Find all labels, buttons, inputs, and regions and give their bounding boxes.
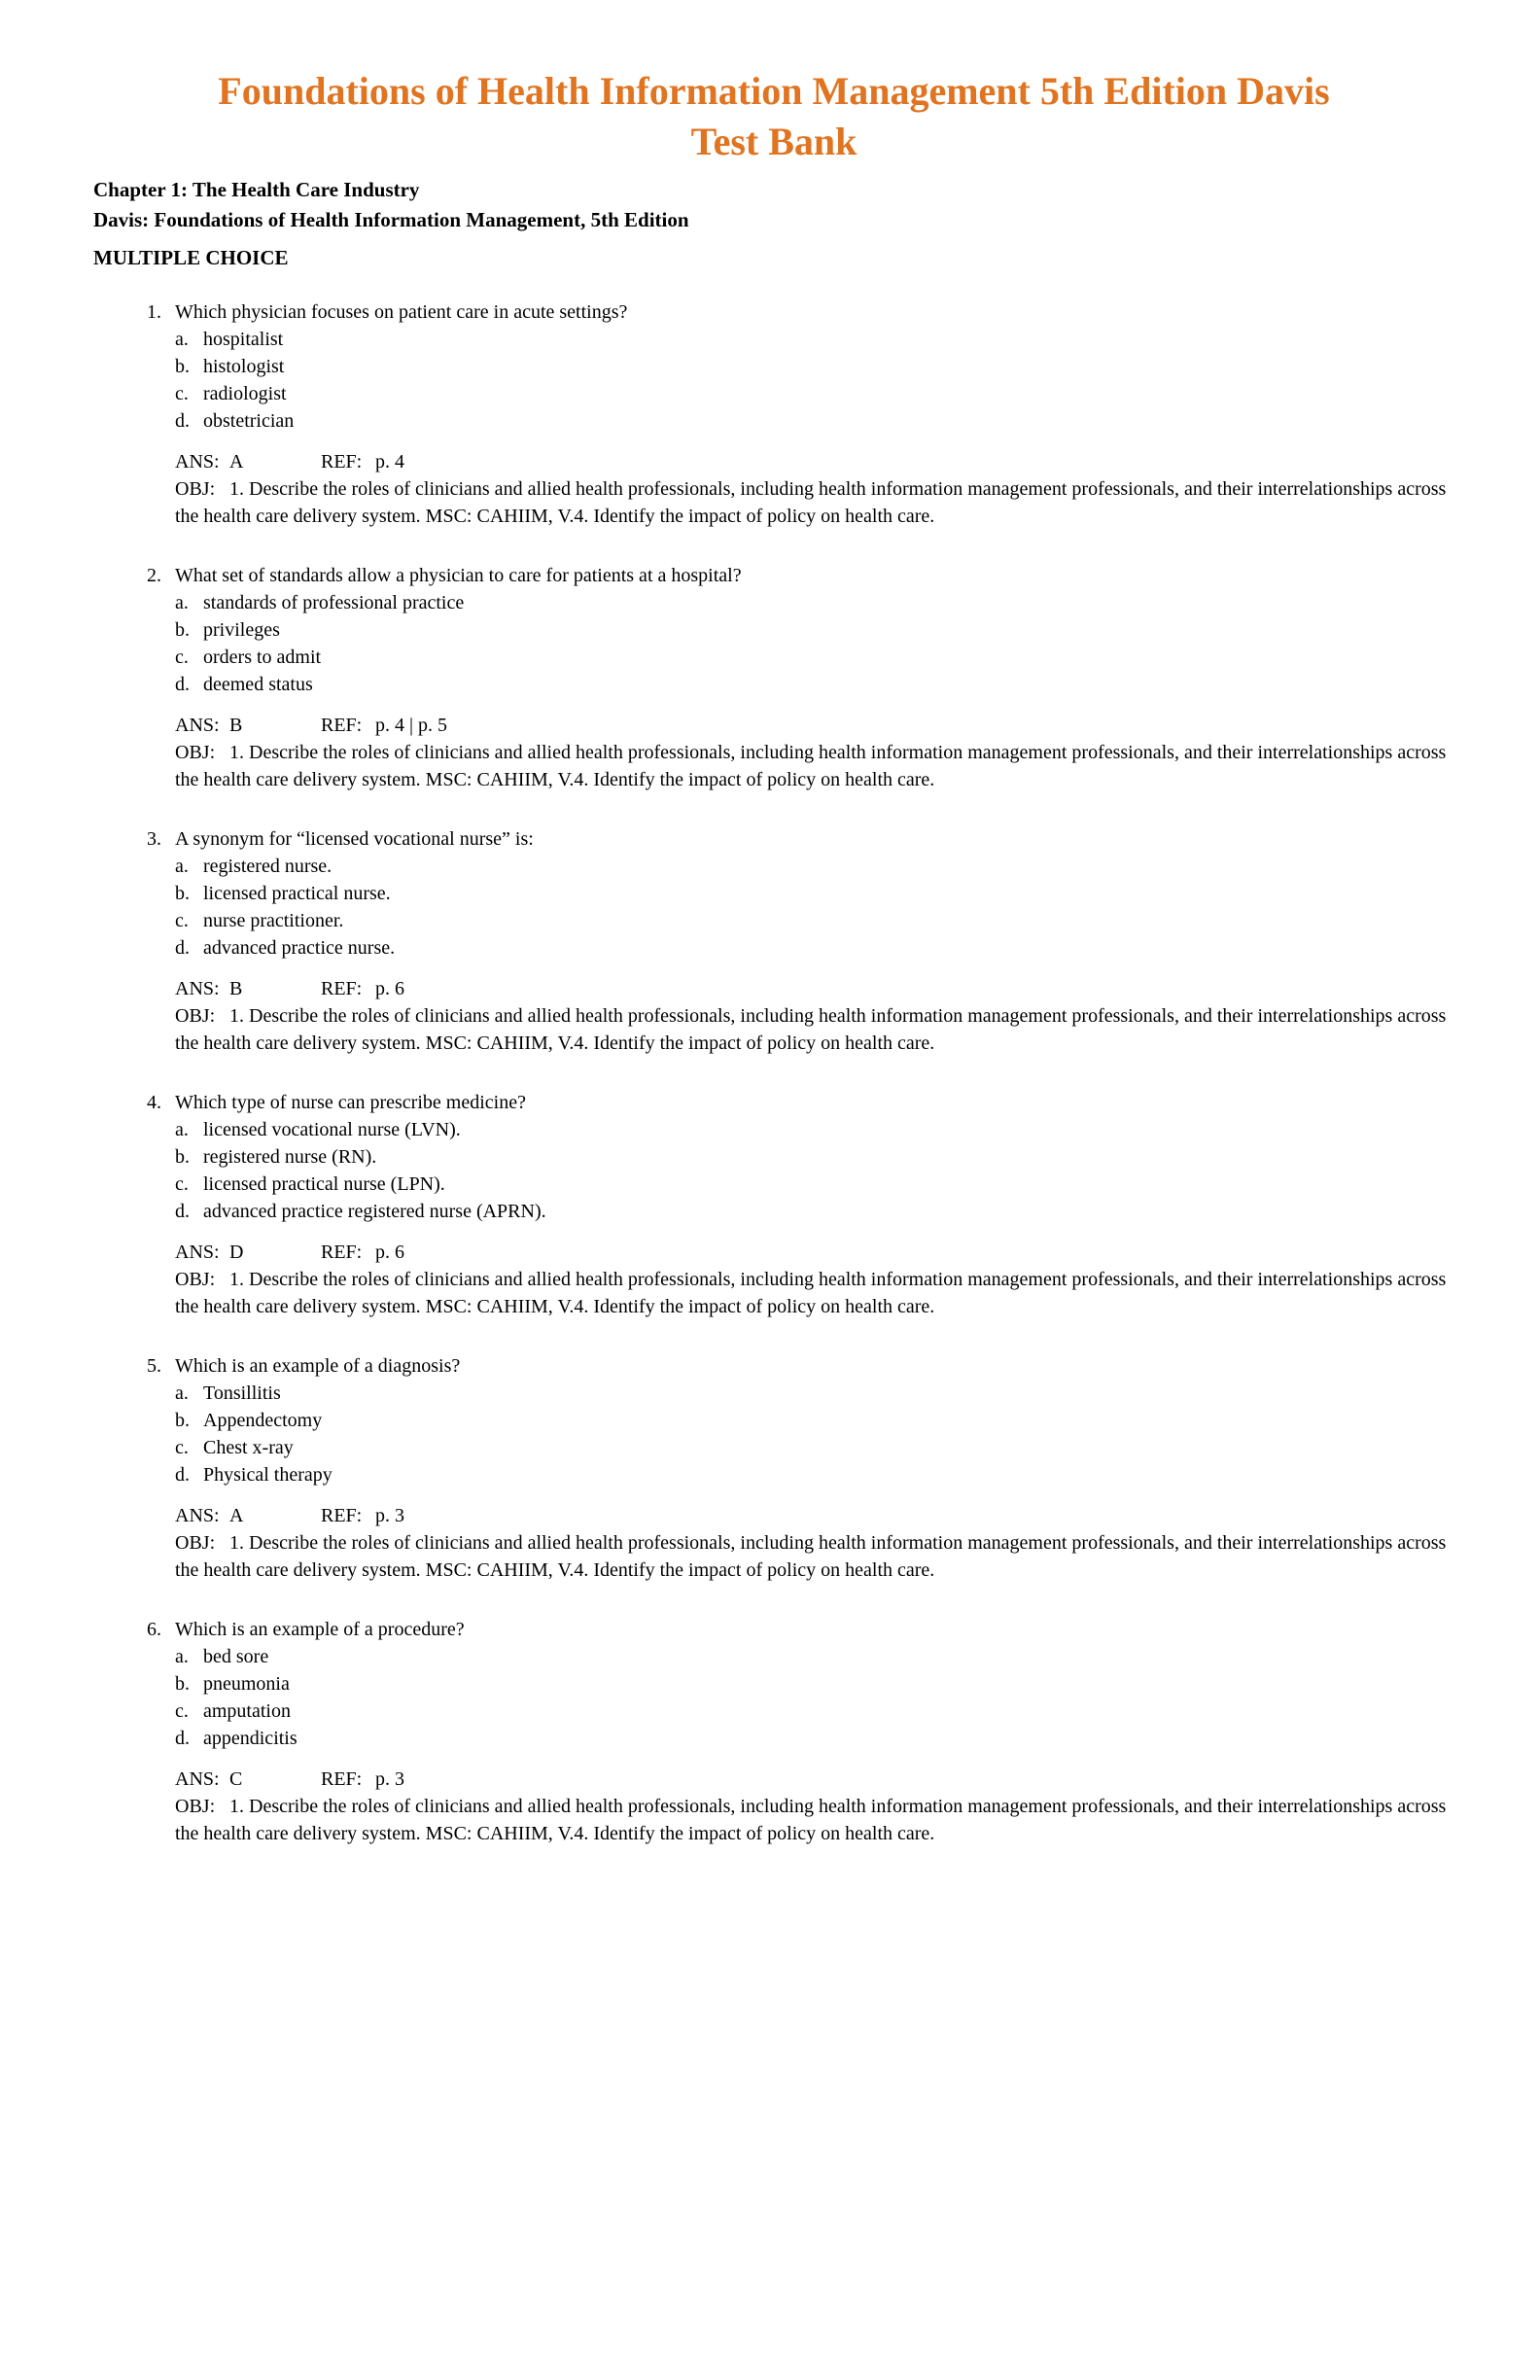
ans-value: C	[229, 1768, 243, 1790]
option-d	[175, 1725, 1454, 1752]
answer-line	[175, 975, 1454, 1002]
question-number: 2.	[147, 565, 161, 586]
option-list	[175, 1643, 1454, 1752]
question-item	[93, 1089, 1454, 1320]
option-c	[175, 1171, 1454, 1198]
chapter-heading: Chapter 1: The Health Care Industry	[93, 178, 420, 201]
option-a-letter: a.	[175, 1646, 189, 1667]
ans-label: ANS:	[175, 451, 220, 472]
option-a-letter: a.	[175, 856, 189, 877]
option-b-letter: b.	[175, 883, 190, 904]
option-d	[175, 1461, 1454, 1488]
obj-text: 1. Describe the roles of clinicians and allied health professionals, including health information management professionals, and their interrelationships across the health care delivery system. MSC: CAHIIM, V.4. Identify the impact of policy on health care.	[175, 1796, 1447, 1844]
option-a-letter: a.	[175, 329, 189, 350]
ans-value: D	[229, 1242, 244, 1263]
option-list	[175, 1116, 1454, 1225]
ans-label: ANS:	[175, 978, 220, 999]
option-d-text: advanced practice registered nurse (APRN).	[203, 1201, 546, 1222]
option-c-letter: c.	[175, 1700, 189, 1722]
option-c-text: Chest x-ray	[203, 1437, 294, 1458]
question-text: Which is an example of a procedure?	[175, 1619, 465, 1640]
option-d-letter: d.	[175, 1728, 190, 1749]
question-text: Which type of nurse can prescribe medicine?	[175, 1092, 526, 1113]
option-c-text: nurse practitioner.	[203, 910, 344, 931]
obj-label: OBJ:	[175, 742, 216, 763]
option-c-letter: c.	[175, 1173, 189, 1195]
obj-label: OBJ:	[175, 1796, 216, 1817]
option-list	[175, 1380, 1454, 1488]
book-heading: Davis: Foundations of Health Information Management, 5th Edition	[93, 208, 689, 231]
option-b	[175, 1407, 1454, 1434]
answer-line	[175, 712, 1454, 739]
question-line	[147, 298, 1454, 326]
option-b-letter: b.	[175, 1673, 190, 1695]
ref-label: REF:	[321, 1505, 363, 1526]
option-list	[175, 853, 1454, 962]
ref-label: REF:	[321, 715, 363, 736]
option-d-text: obstetrician	[203, 410, 295, 432]
objective-line	[175, 1002, 1454, 1057]
obj-label: OBJ:	[175, 1532, 216, 1554]
option-c-letter: c.	[175, 1437, 189, 1458]
option-a	[175, 1116, 1454, 1143]
option-d-letter: d.	[175, 1464, 190, 1486]
ref-value: p. 3	[375, 1768, 404, 1790]
answer-line	[175, 1502, 1454, 1529]
ref-label: REF:	[321, 1242, 363, 1263]
option-a-text: standards of professional practice	[203, 592, 465, 613]
option-d-text: Physical therapy	[203, 1464, 332, 1486]
option-a	[175, 1643, 1454, 1670]
question-line	[147, 1616, 1454, 1643]
ans-label: ANS:	[175, 1505, 220, 1526]
ref-value: p. 6	[375, 1242, 404, 1263]
question-line	[147, 1352, 1454, 1380]
option-c-text: licensed practical nurse (LPN).	[203, 1173, 445, 1195]
option-c-letter: c.	[175, 383, 189, 404]
ans-value: B	[229, 715, 243, 736]
option-c	[175, 1434, 1454, 1461]
option-b	[175, 353, 1454, 380]
question-item	[93, 1616, 1454, 1847]
question-number: 3.	[147, 828, 161, 850]
option-c	[175, 380, 1454, 407]
option-c-letter: c.	[175, 647, 189, 668]
ref-value: p. 4	[375, 451, 404, 472]
question-text: What set of standards allow a physician to care for patients at a hospital?	[175, 565, 742, 586]
option-a	[175, 1380, 1454, 1407]
option-d-letter: d.	[175, 937, 190, 959]
question-text: A synonym for “licensed vocational nurse” is:	[175, 828, 534, 850]
question-item	[93, 298, 1454, 530]
option-a-letter: a.	[175, 592, 189, 613]
option-d-text: advanced practice nurse.	[203, 937, 396, 959]
option-b-text: pneumonia	[203, 1673, 290, 1695]
question-text: Which physician focuses on patient care in acute settings?	[175, 301, 628, 323]
objective-line	[175, 1529, 1454, 1584]
ans-value: A	[229, 451, 244, 472]
question-number: 4.	[147, 1092, 161, 1113]
question-line	[147, 825, 1454, 853]
answer-line	[175, 1766, 1454, 1793]
option-d-letter: d.	[175, 674, 190, 695]
option-b-letter: b.	[175, 1410, 190, 1431]
ans-label: ANS:	[175, 1242, 220, 1263]
obj-text: 1. Describe the roles of clinicians and allied health professionals, including health information management professionals, and their interrelationships across the health care delivery system. MSC: CAHIIM, V.4. Identify the impact of policy on health care.	[175, 1005, 1447, 1054]
option-a-letter: a.	[175, 1382, 189, 1404]
answer-line	[175, 448, 1454, 475]
option-c-letter: c.	[175, 910, 189, 931]
ref-label: REF:	[321, 1768, 363, 1790]
option-a	[175, 589, 1454, 616]
question-number: 1.	[147, 301, 161, 323]
option-a-text: licensed vocational nurse (LVN).	[203, 1119, 461, 1140]
option-b-text: licensed practical nurse.	[203, 883, 391, 904]
obj-label: OBJ:	[175, 1269, 216, 1290]
option-c-text: amputation	[203, 1700, 291, 1722]
ans-value: A	[229, 1505, 244, 1526]
document-title-line1: Foundations of Health Information Management 5th Edition Davis	[218, 69, 1330, 113]
ref-value: p. 4 | p. 5	[375, 715, 448, 736]
question-line	[147, 562, 1454, 589]
option-b	[175, 616, 1454, 644]
option-b-letter: b.	[175, 1146, 190, 1168]
ans-label: ANS:	[175, 1768, 220, 1790]
option-a-text: Tonsillitis	[203, 1382, 281, 1404]
obj-text: 1. Describe the roles of clinicians and allied health professionals, including health information management professionals, and their interrelationships across the health care delivery system. MSC: CAHIIM, V.4. Identify the impact of policy on health care.	[175, 1532, 1447, 1581]
question-item	[93, 562, 1454, 793]
obj-text: 1. Describe the roles of clinicians and allied health professionals, including health information management professionals, and their interrelationships across the health care delivery system. MSC: CAHIIM, V.4. Identify the impact of policy on health care.	[175, 742, 1447, 790]
obj-text: 1. Describe the roles of clinicians and allied health professionals, including health information management professionals, and their interrelationships across the health care delivery system. MSC: CAHIIM, V.4. Identify the impact of policy on health care.	[175, 1269, 1447, 1317]
option-d	[175, 671, 1454, 698]
option-d-text: deemed status	[203, 674, 313, 695]
option-b-text: histologist	[203, 356, 285, 377]
ref-label: REF:	[321, 978, 363, 999]
question-line	[147, 1089, 1454, 1116]
ans-value: B	[229, 978, 243, 999]
option-a-text: registered nurse.	[203, 856, 332, 877]
objective-line	[175, 1793, 1454, 1847]
option-list	[175, 589, 1454, 698]
question-number: 5.	[147, 1355, 161, 1377]
option-c-text: radiologist	[203, 383, 287, 404]
obj-label: OBJ:	[175, 478, 216, 500]
objective-line	[175, 475, 1454, 530]
ref-label: REF:	[321, 451, 363, 472]
answer-line	[175, 1239, 1454, 1266]
option-a-text: bed sore	[203, 1646, 269, 1667]
document-title	[93, 66, 1454, 167]
obj-label: OBJ:	[175, 1005, 216, 1027]
question-item	[93, 1352, 1454, 1584]
option-c-text: orders to admit	[203, 647, 322, 668]
option-b-text: privileges	[203, 619, 280, 641]
question-text: Which is an example of a diagnosis?	[175, 1355, 461, 1377]
option-b-text: Appendectomy	[203, 1410, 323, 1431]
question-list	[93, 298, 1454, 1847]
option-d-text: appendicitis	[203, 1728, 298, 1749]
ref-value: p. 6	[375, 978, 404, 999]
option-a-text: hospitalist	[203, 329, 284, 350]
option-d-letter: d.	[175, 410, 190, 432]
option-b-letter: b.	[175, 619, 190, 641]
option-a-letter: a.	[175, 1119, 189, 1140]
question-item	[93, 825, 1454, 1057]
option-d	[175, 407, 1454, 435]
obj-text: 1. Describe the roles of clinicians and allied health professionals, including health information management professionals, and their interrelationships across the health care delivery system. MSC: CAHIIM, V.4. Identify the impact of policy on health care.	[175, 478, 1447, 527]
document-title-line2: Test Bank	[690, 120, 858, 163]
option-c	[175, 1698, 1454, 1725]
option-list	[175, 326, 1454, 435]
option-d	[175, 934, 1454, 962]
objective-line	[175, 1266, 1454, 1320]
option-b	[175, 1143, 1454, 1171]
option-d	[175, 1198, 1454, 1225]
option-d-letter: d.	[175, 1201, 190, 1222]
option-b-text: registered nurse (RN).	[203, 1146, 377, 1168]
option-c	[175, 907, 1454, 934]
question-number: 6.	[147, 1619, 161, 1640]
option-c	[175, 644, 1454, 671]
option-b	[175, 1670, 1454, 1698]
option-a	[175, 853, 1454, 880]
option-b	[175, 880, 1454, 907]
objective-line	[175, 739, 1454, 793]
section-heading: MULTIPLE CHOICE	[93, 246, 289, 269]
ref-value: p. 3	[375, 1505, 404, 1526]
ans-label: ANS:	[175, 715, 220, 736]
option-b-letter: b.	[175, 356, 190, 377]
option-a	[175, 326, 1454, 353]
